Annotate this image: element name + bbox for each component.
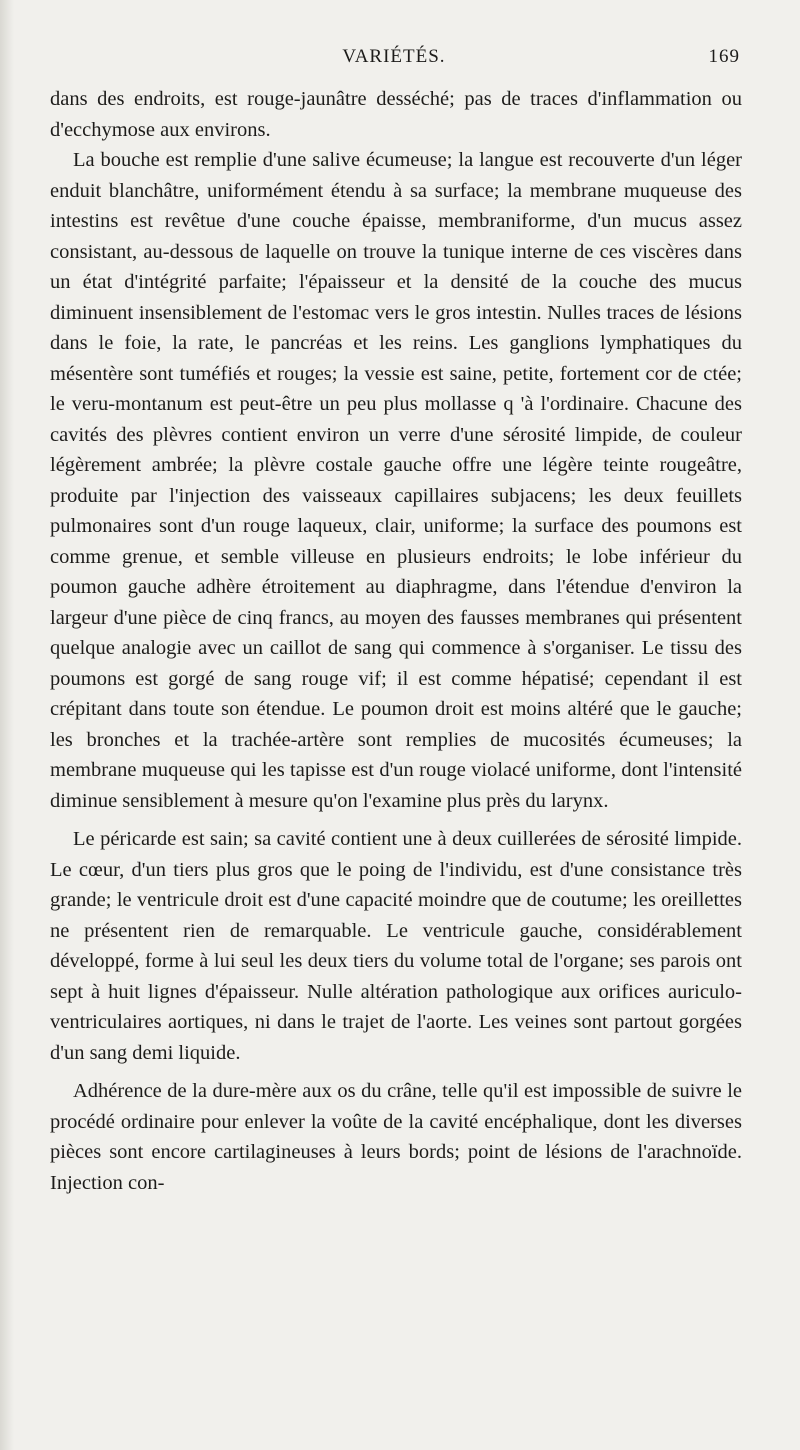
paragraph-dura-mater: Adhérence de la dure-mère aux os du crâne, telle qu'il est impossible de suivre le procédé ordinaire pour enlever la voûte de la cavité encéphalique, dont les diverses pièces sont encore cartilagineuses à leurs bords; point de lésions de l'arachnoïde. Injection con- [50,1080,742,1194]
body-text [50,84,742,1198]
running-head: VARIÉTÉS. [342,46,446,67]
page-number: 169 [708,46,740,67]
page-header [48,46,740,78]
paragraph-autopsy-abdomen-thorax: La bouche est remplie d'une salive écumeuse; la langue est recouverte d'un léger enduit blanchâtre, uniformément étendu à sa surface; la membrane muqueuse des intestins est revêtue d'une couche épaisse, membraniforme, d'un mucus assez consistant, au-dessous de laquelle on trouve la tunique interne de ces viscères dans un état d'intégrité parfaite; l'épaisseur et la densité de la couche des mucus diminuent insensiblement de l'estomac vers le gros intestin. Nulles traces de lésions dans le foie, la rate, le pancréas et les reins. Les ganglions lymphatiques du mésentère sont tuméfiés et rouges; la vessie est saine, petite, fortement cor de ctée; le veru-montanum est peut-être un peu plus mollasse q 'à l'ordinaire. Chacune des cavités des plèvres contient environ un verre d'une sérosité limpide, de couleur légèrement ambrée; la plèvre costale gauche offre une légère teinte rougeâtre, produite par l'injection des vaisseaux capillaires subjacens; les deux feuillets pulmonaires sont d'un rouge laqueux, clair, uniforme; la surface des poumons est comme grenue, et semble villeuse en plusieurs endroits; le lobe inférieur du poumon gauche adhère étroitement au diaphragme, dans l'étendue d'environ la largeur d'une pièce de cinq francs, au moyen des fausses membranes qui présentent quelque analogie avec un caillot de sang qui commence à s'organiser. Le tissu des poumons est gorgé de sang rouge vif; il est comme hépatisé; cependant il est crépitant dans toute son étendue. Le poumon droit est moins altéré que le gauche; les bronches et la trachée-artère sont remplies de mucosités écumeuses; la membrane muqueuse qui les tapisse est d'un rouge violacé uniforme, dont l'intensité diminue sensiblement à mesure qu'on l'examine plus près du larynx. [50,149,742,812]
paragraph-continued: dans des endroits, est rouge-jaunâtre desséché; pas de traces d'inflammation ou d'ecchymose aux environs. [50,88,742,141]
paragraph-pericardium-heart: Le péricarde est sain; sa cavité contient une à deux cuillerées de sérosité limpide. Le cœur, d'un tiers plus gros que le poing de l'individu, est d'une consistance très grande; le ventricule droit est d'une capacité moindre que de coutume; les oreillettes ne présentent rien de remarquable. Le ventricule gauche, considérablement développé, forme à lui seul les deux tiers du volume total de l'organe; ses parois ont sept à huit lignes d'épaisseur. Nulle altération pathologique aux orifices auriculo-ventriculaires aortiques, ni dans le trajet de l'aorte. Les veines sont partout gorgées d'un sang demi liquide. [50,828,742,1064]
